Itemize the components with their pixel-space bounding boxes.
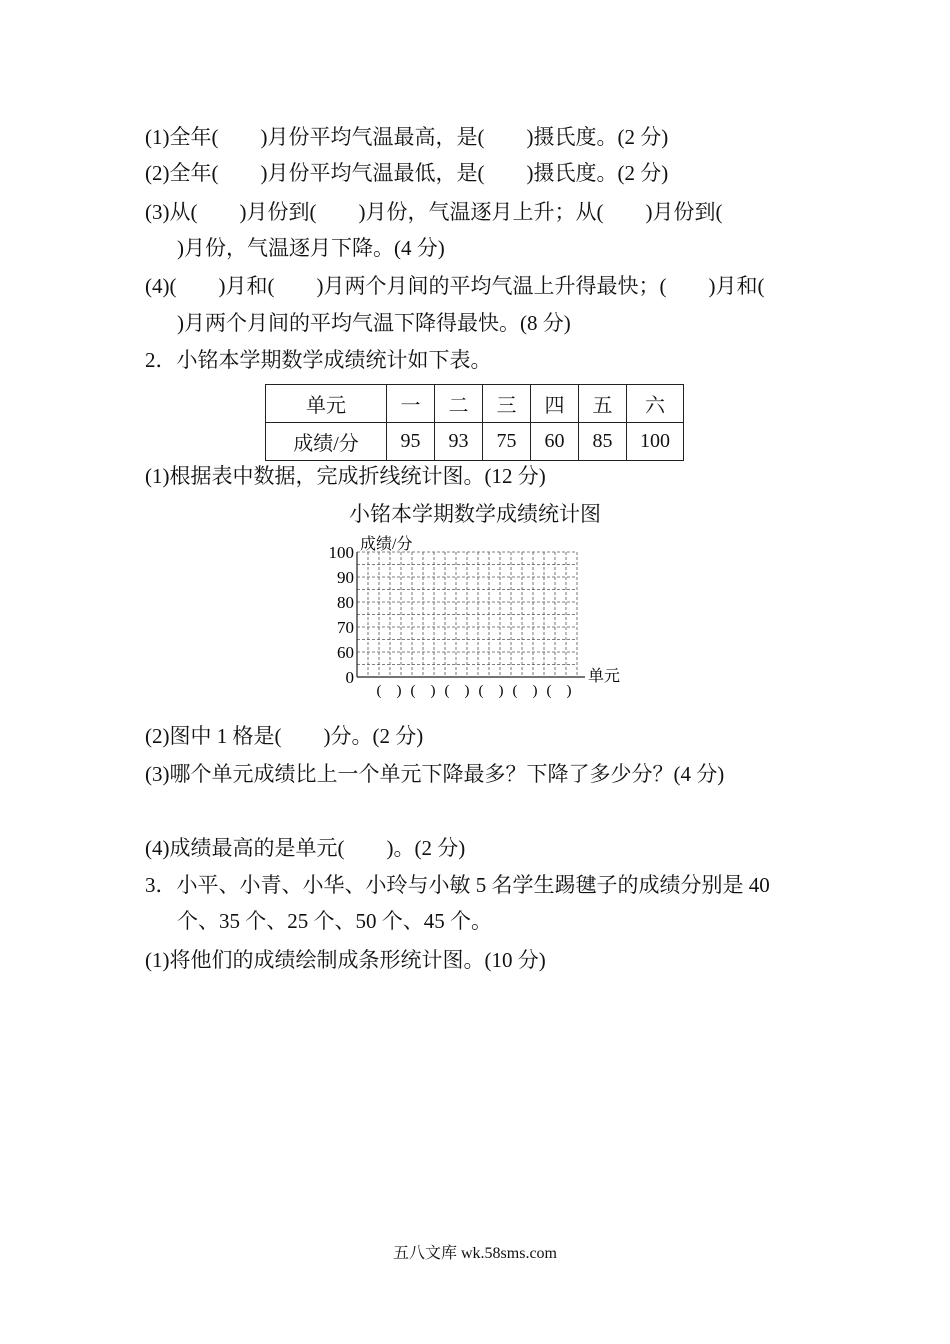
- table-cell: 85: [579, 423, 627, 461]
- table-cell: 60: [531, 423, 579, 461]
- q1-part1: (1)全年( )月份平均气温最高，是( )摄氏度。(2 分): [145, 125, 669, 149]
- q2-heading: 2．小铭本学期数学成绩统计如下表。: [145, 348, 492, 372]
- q2-part3: (3)哪个单元成绩比上一个单元下降最多？下降了多少分？(4 分): [145, 762, 725, 786]
- y-tick-label: 90: [337, 568, 354, 587]
- q2-part2: (2)图中 1 格是( )分。(2 分): [145, 724, 424, 748]
- table-cell: 六: [627, 385, 684, 423]
- y-tick-label: 100: [328, 543, 354, 562]
- table-cell: 成绩/分: [266, 423, 387, 461]
- table-cell: 95: [387, 423, 435, 461]
- q2-part1: (1)根据表中数据，完成折线统计图。(12 分): [145, 464, 546, 488]
- table-cell: 93: [435, 423, 483, 461]
- x-blank-labels: [377, 683, 572, 699]
- table-cell: 一: [387, 385, 435, 423]
- y-tick-labels: [329, 543, 355, 687]
- table-cell: 100: [627, 423, 684, 461]
- y-tick-label: 60: [337, 643, 354, 662]
- footer-watermark: 五八文库 wk.58sms.com: [392, 1245, 557, 1262]
- q2-part4: (4)成绩最高的是单元( )。(2 分): [145, 836, 466, 860]
- q1-part4-cont: )月两个月间的平均气温下降得最快。(8 分): [177, 311, 571, 335]
- q3-heading: 3．小平、小青、小华、小玲与小敏 5 名学生踢毽子的成绩分别是 40: [145, 873, 770, 897]
- q1-part4: (4)( )月和( )月两个月间的平均气温上升得最快；( )月和(: [145, 274, 765, 298]
- table-cell: 三: [483, 385, 531, 423]
- x-axis-label: 单元: [588, 668, 621, 685]
- x-blank-label: ( ): [376, 683, 402, 699]
- q1-part3-cont: )月份，气温逐月下降。(4 分): [177, 236, 445, 260]
- table-cell: 二: [435, 385, 483, 423]
- y-tick-label: 70: [337, 618, 354, 637]
- x-blank-label: ( ): [410, 683, 436, 699]
- table-row: [266, 385, 684, 423]
- y-tick-label: 80: [337, 593, 354, 612]
- x-blank-label: ( ): [546, 683, 572, 699]
- line-chart-grid: [300, 532, 640, 707]
- q1-part3: (3)从( )月份到( )月份，气温逐月上升；从( )月份到(: [145, 200, 723, 224]
- q1-part2: (2)全年( )月份平均气温最低，是( )摄氏度。(2 分): [145, 161, 669, 185]
- table-cell: 四: [531, 385, 579, 423]
- chart-grid: [357, 552, 577, 677]
- q3-part1: (1)将他们的成绩绘制成条形统计图。(10 分): [145, 948, 546, 972]
- x-blank-label: ( ): [478, 683, 504, 699]
- y-axis-label: 成绩/分: [360, 536, 413, 553]
- x-blank-label: ( ): [512, 683, 538, 699]
- table-cell: 五: [579, 385, 627, 423]
- chart-title: 小铭本学期数学成绩统计图: [349, 502, 601, 526]
- score-table: [265, 384, 684, 461]
- table-row: [266, 423, 684, 461]
- table-cell: 单元: [266, 385, 387, 423]
- q3-heading-cont: 个、35 个、25 个、50 个、45 个。: [177, 909, 492, 933]
- x-blank-label: ( ): [444, 683, 470, 699]
- table-cell: 75: [483, 423, 531, 461]
- y-tick-label: 0: [345, 668, 354, 687]
